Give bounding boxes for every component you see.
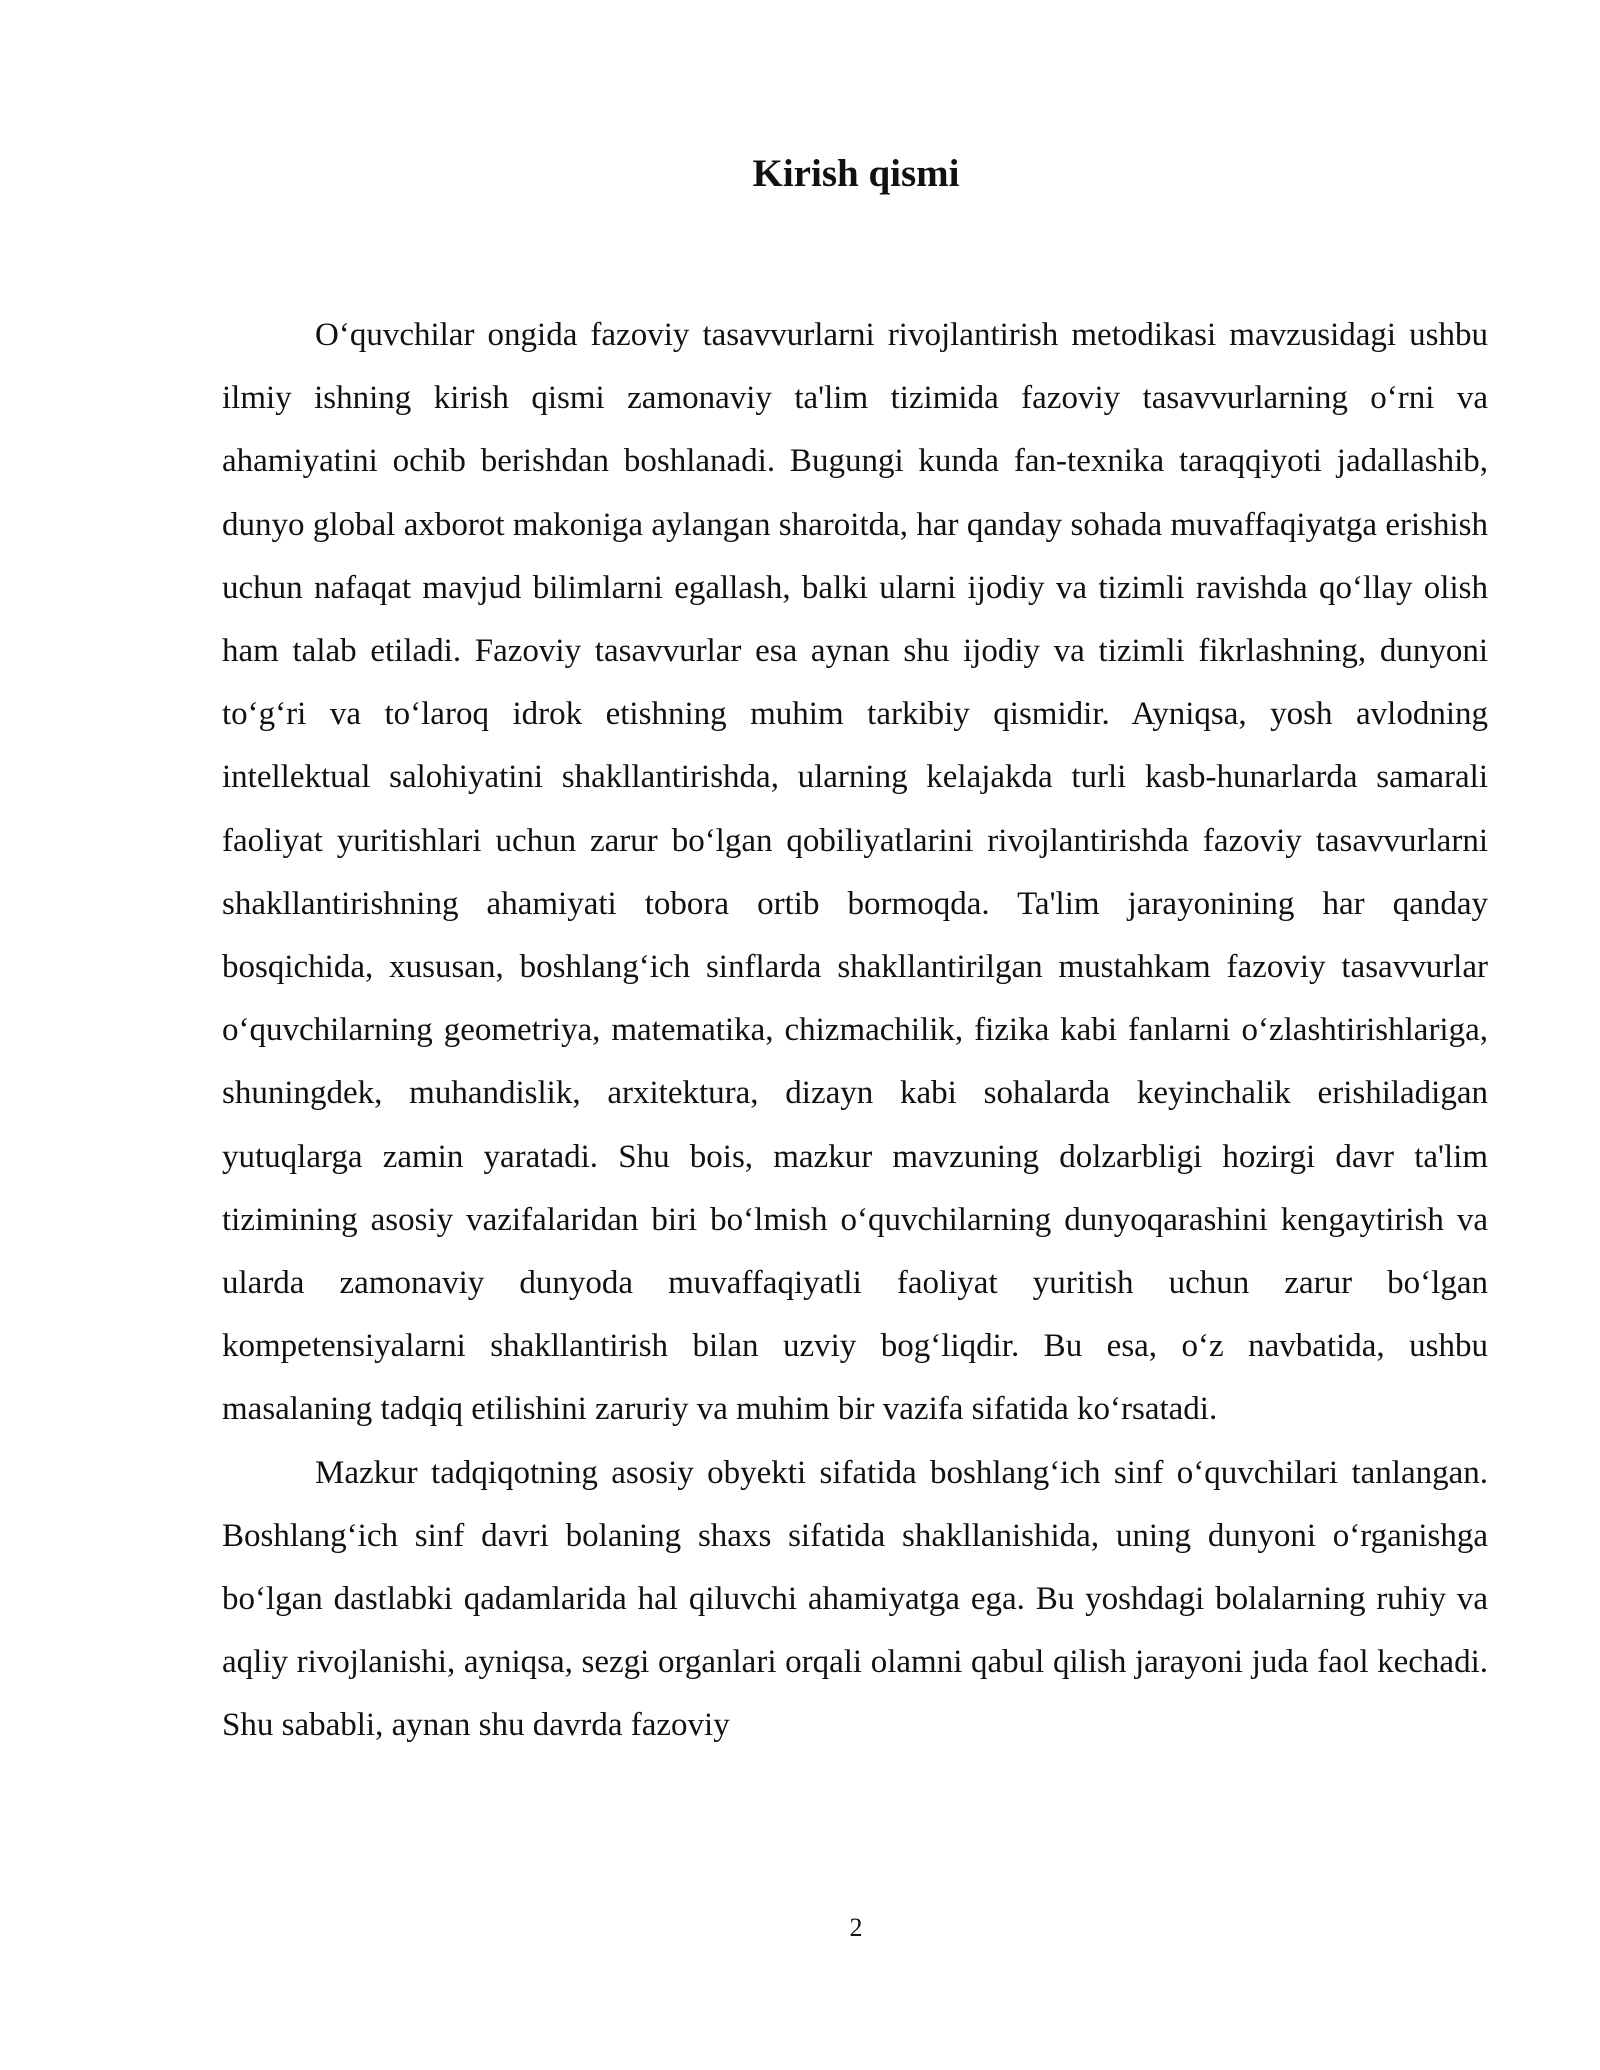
paragraph-2: Mazkur tadqiqotning asosiy obyekti sifatida boshlang‘ich sinf o‘quvchilari tanlangan. Boshlang‘ich sinf davri bolaning shaxs sifatida shakllanishida, uning dunyoni o‘rganishga bo‘lgan dastlabki qadamlarida hal qiluvchi ahamiyatga ega. Bu yoshdagi bolalarning ruhiy va aqliy rivojlanishi, ayniqsa, sezgi organlari orqali olamni qabul qilish jarayoni juda faol kechadi. Shu sababli, aynan shu davrda fazoviy — [222, 1454, 1488, 1744]
page-title: Kirish qismi — [752, 152, 960, 195]
body-text — [222, 304, 1488, 1758]
page-number: 2 — [849, 1913, 863, 1942]
paragraph-1: O‘quvchilar ongida fazoviy tasavvurlarni rivojlantirish metodikasi mavzusidagi ushbu ilmiy ishning kirish qismi zamonaviy ta'lim tizimida fazoviy tasavvurlarning o‘rni va ahamiyatini ochib berishdan boshlanadi. Bugungi kunda fan-texnika taraqqiyoti jadallashib, dunyo global axborot makoniga aylangan sharoitda, har qanday sohada muvaffaqiyatga erishish uchun nafaqat mavjud bilimlarni egallash, balki ularni ijodiy va tizimli ravishda qo‘llay olish ham talab etiladi. Fazoviy tasavvurlar esa aynan shu ijodiy va tizimli fikrlashning, dunyoni to‘g‘ri va to‘laroq idrok etishning muhim tarkibiy qismidir. Ayniqsa, yosh avlodning intellektual salohiyatini shakllantirishda, ularning kelajakda turli kasb-hunarlarda samarali faoliyat yuritishlari uchun zarur bo‘lgan qobiliyatlarini rivojlantirishda fazoviy tasavvurlarni shakllantirishning ahamiyati tobora ortib bormoqda. Ta'lim jarayonining har qanday bosqichida, xususan, boshlang‘ich sinflarda shakllantirilgan mustahkam fazoviy tasavvurlar o‘quvchilarning geometriya, matematika, chizmachilik, fizika kabi fanlarni o‘zlashtirishlariga, shuningdek, muhandislik, arxitektura, dizayn kabi sohalarda keyinchalik erishiladigan yutuqlarga zamin yaratadi. Shu bois, mazkur mavzuning dolzarbligi hozirgi davr ta'lim tizimining asosiy vazifalaridan biri bo‘lmish o‘quvchilarning dunyoqarashini kengaytirish va ularda zamonaviy dunyoda muvaffaqiyatli faoliyat yuritish uchun zarur bo‘lgan kompetensiyalarni shakllantirish bilan uzviy bog‘liqdir. Bu esa, o‘z navbatida, ushbu masalaning tadqiq etilishini zaruriy va muhim bir vazifa sifatida ko‘rsatadi. — [222, 317, 1488, 1428]
